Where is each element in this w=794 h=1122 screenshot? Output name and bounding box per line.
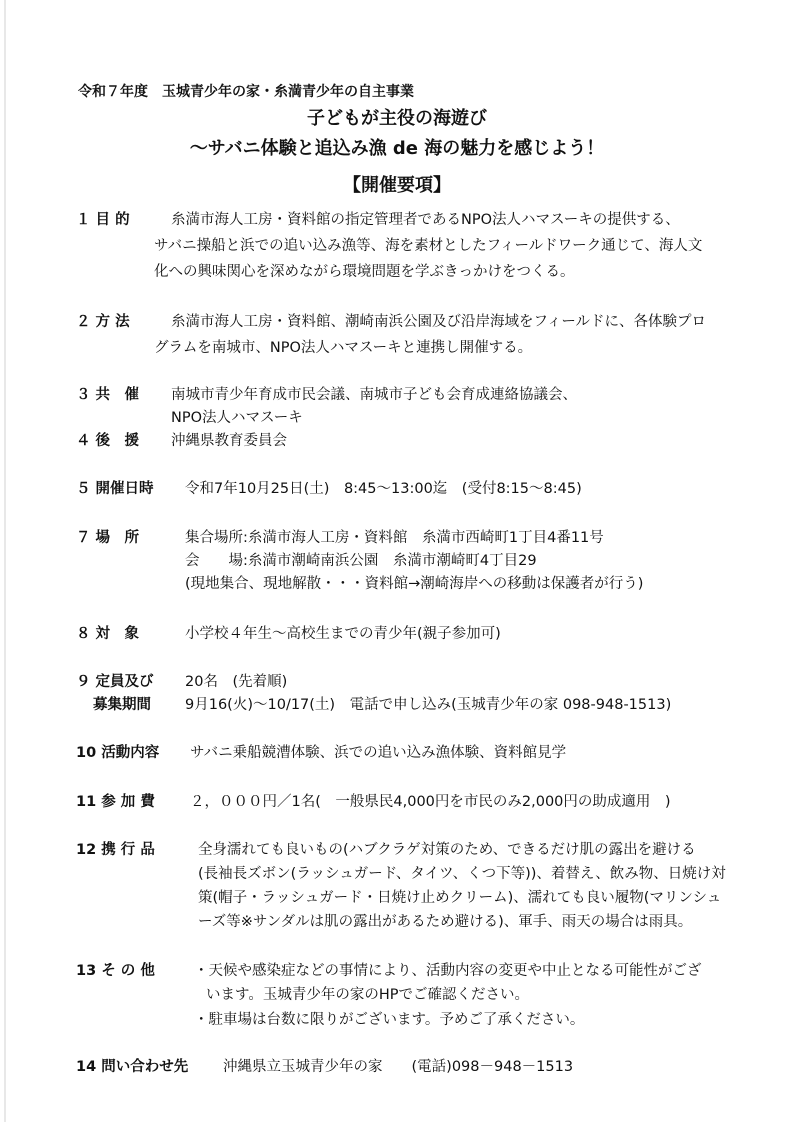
s3-line-2: NPO法人ハマスーキ [171,410,303,426]
s7-line-1: 集合場所:糸満市海人工房・資料館 糸満市西崎町1丁目4番11号 [185,530,604,546]
s7-line-3: (現地集合、現地解散・・・資料館→潮崎海岸への移動は保護者が行う) [185,576,644,592]
s4-line-1: 沖縄県教育委員会 [171,433,287,449]
s9-line-1: 20名 (先着順) [185,674,288,690]
s9-label: ９ 定員及び [76,674,154,690]
s1-line-3: 化への興味関心を深めながら環境問題を学ぶきっかけをつくる。 [154,264,575,280]
s8-label: ８ 対 象 [76,626,140,642]
s11-label: 11 参 加 費 [76,794,155,810]
s12-line-1: 全身濡れても良いもの(ハブクラゲ対策のため、できるだけ肌の露出を避ける [198,842,696,858]
s12-label: 12 携 行 品 [76,842,155,858]
s9-label-2: 募集期間 [93,697,151,713]
s13-line-1: ・天候や感染症などの事情により、活動内容の変更や中止となる可能性がござ [194,963,702,979]
s12-line-4: ーズ等※サンダルは肌の露出があるため避ける)、軍手、雨天の場合は雨具。 [198,914,693,930]
s2-line-1: 糸満市海人工房・資料館、潮崎南浜公園及び沿岸海域をフィールドに、各体験プロ [171,314,707,330]
s10-label: 10 活動内容 [76,745,160,761]
s5-label: ５ 開催日時 [76,481,154,497]
title-line-1: 子どもが主役の海遊び [307,108,487,129]
title-line-2: ～サバニ体験と追込み漁 de 海の魅力を感じよう！ [189,138,605,159]
s3-label: ３ 共 催 [76,387,140,403]
s9-line-2: 9月16(火)～10/17(土) 電話で申し込み(玉城青少年の家 098-948-1513) [185,697,672,713]
s3-line-1: 南城市青少年育成市民会議、南城市子ども会育成連絡協議会、 [171,387,577,403]
s13-label: 13 そ の 他 [76,963,155,979]
s2-label: ２ 方 法 [76,314,130,330]
s14-label: 14 問い合わせ先 [76,1059,189,1075]
s11-line-1: ２，０００円／1名( 一般県民4,000円を市民のみ2,000円の助成適用 ) [190,794,671,810]
s1-line-1: 糸満市海人工房・資料館の指定管理者であるNPO法人ハマスーキの提供する、 [171,212,680,228]
s5-line-1: 令和7年10月25日(土) 8:45～13:00迄 (受付8:15～8:45) [185,481,582,497]
s1-label: １ 目 的 [76,212,130,228]
s7-label: ７ 場 所 [76,530,140,546]
section-heading: 【開催要項】 [343,175,451,196]
s12-line-2: (長袖長ズボン(ラッシュガード、タイツ、くつ下等))、着替え、飲み物、日焼け対 [198,866,726,882]
s4-label: ４ 後 援 [76,433,140,449]
s13-line-3: ・駐車場は台数に限りがございます。予めご了承ください。 [194,1012,585,1028]
s7-line-2: 会 場:糸満市潮崎南浜公園 糸満市潮崎町4丁目29 [185,553,537,569]
s2-line-2: グラムを南城市、NPO法人ハマスーキと連携し開催する。 [154,340,533,356]
scan-edge-shadow [4,0,6,1122]
document-header: 令和７年度 玉城青少年の家・糸満青少年の自主事業 [78,84,414,100]
s13-line-2: います。玉城青少年の家のHPでご確認ください。 [206,987,529,1003]
s10-line-1: サバニ乗船競漕体験、浜での追い込み漁体験、資料館見学 [190,745,567,761]
s1-line-2: サバニ操船と浜での追い込み漁等、海を素材としたフィールドワーク通じて、海人文 [154,238,703,254]
s14-line-1: 沖縄県立玉城青少年の家 (電話)098－948－1513 [223,1059,574,1075]
s12-line-3: 策(帽子・ラッシュガード・日焼け止めクリーム)、濡れても良い履物(マリンシュ [198,890,722,906]
s8-line-1: 小学校４年生～高校生までの青少年(親子参加可) [185,626,501,642]
